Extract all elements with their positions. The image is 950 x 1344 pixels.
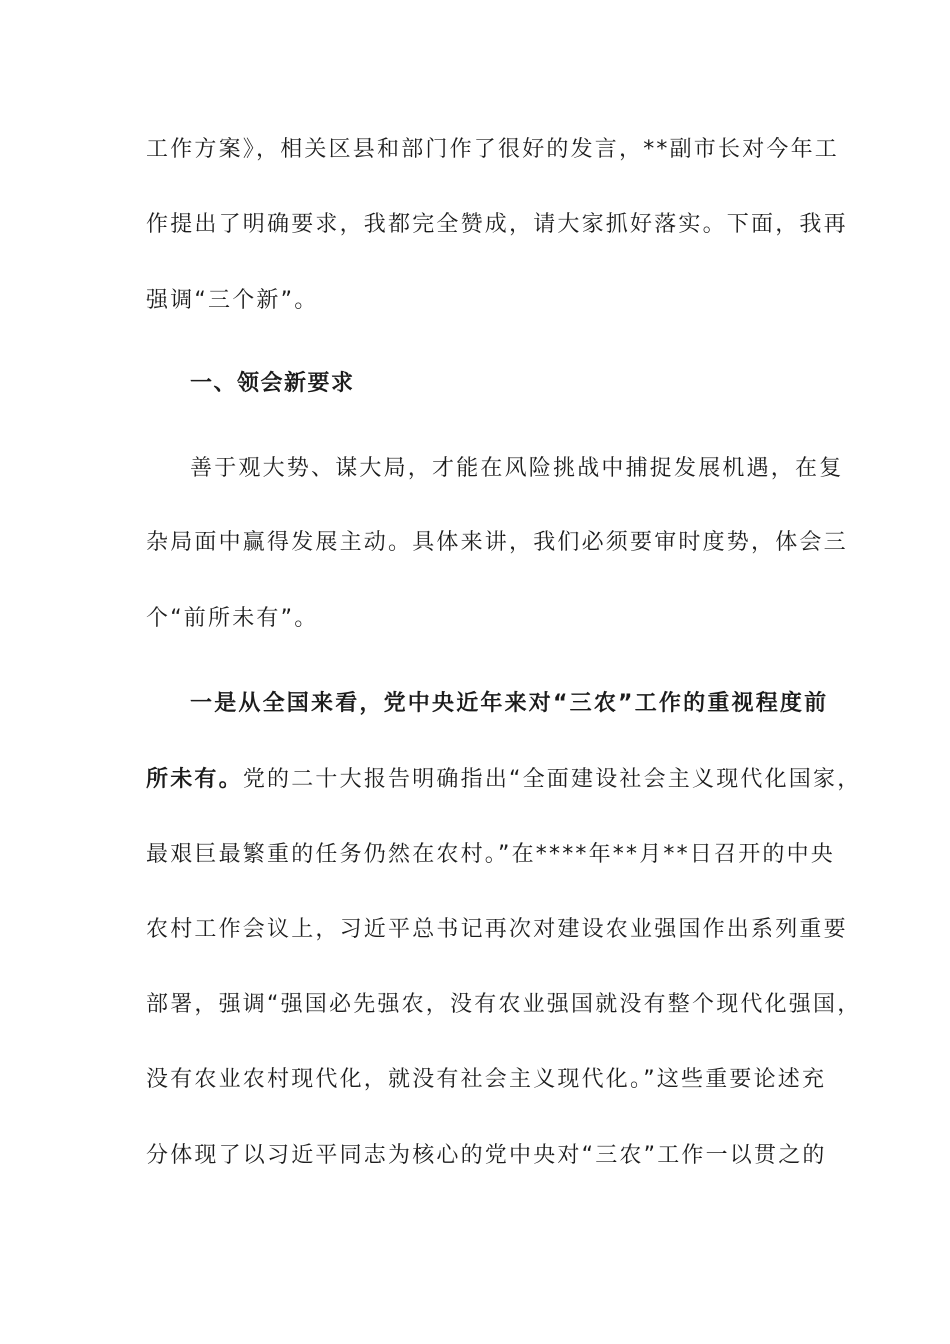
paragraph-3-line-2 xyxy=(146,762,862,798)
paragraph-1-line-2: 作提出了明确要求，我都完全赞成，请大家抓好落实。下面，我再 xyxy=(146,212,848,237)
paragraph-3-line-7: 分体现了以习近平同志为核心的党中央对“三农”工作一以贯之的 xyxy=(146,1143,827,1168)
paragraph-3-line-2-rest: 党的二十大报告明确指出“全面建设社会主义现代化国家， xyxy=(242,767,862,792)
section-heading: 一、领会新要求 xyxy=(190,371,355,396)
paragraph-1-line-3: 强调“三个新”。 xyxy=(146,288,319,313)
paragraph-3-line-4: 农村工作会议上，习近平总书记再次对建设农业强国作出系列重要 xyxy=(146,917,848,942)
paragraph-3-line-5: 部署，强调“强国必先强农，没有农业强国就没有整个现代化强国， xyxy=(146,992,862,1017)
paragraph-3-line-3: 最艰巨最繁重的任务仍然在农村。”在****年**月**日召开的中央 xyxy=(146,842,835,867)
paragraph-3-line-2-bold: 所未有。 xyxy=(146,767,243,792)
paragraph-2-line-1: 善于观大势、谋大局，才能在风险挑战中捕捉发展机遇，在复 xyxy=(190,456,844,481)
paragraph-2-line-3: 个“前所未有”。 xyxy=(146,606,319,631)
paragraph-3-line-6: 没有农业农村现代化，就没有社会主义现代化。”这些重要论述充 xyxy=(146,1067,827,1092)
paragraph-1-line-1: 工作方案》，相关区县和部门作了很好的发言，**副市长对今年工 xyxy=(146,137,840,162)
paragraph-3-line-1: 一是从全国来看，党中央近年来对“三农”工作的重视程度前 xyxy=(190,691,829,716)
paragraph-2-line-2: 杂局面中赢得发展主动。具体来讲，我们必须要审时度势，体会三 xyxy=(146,530,848,555)
